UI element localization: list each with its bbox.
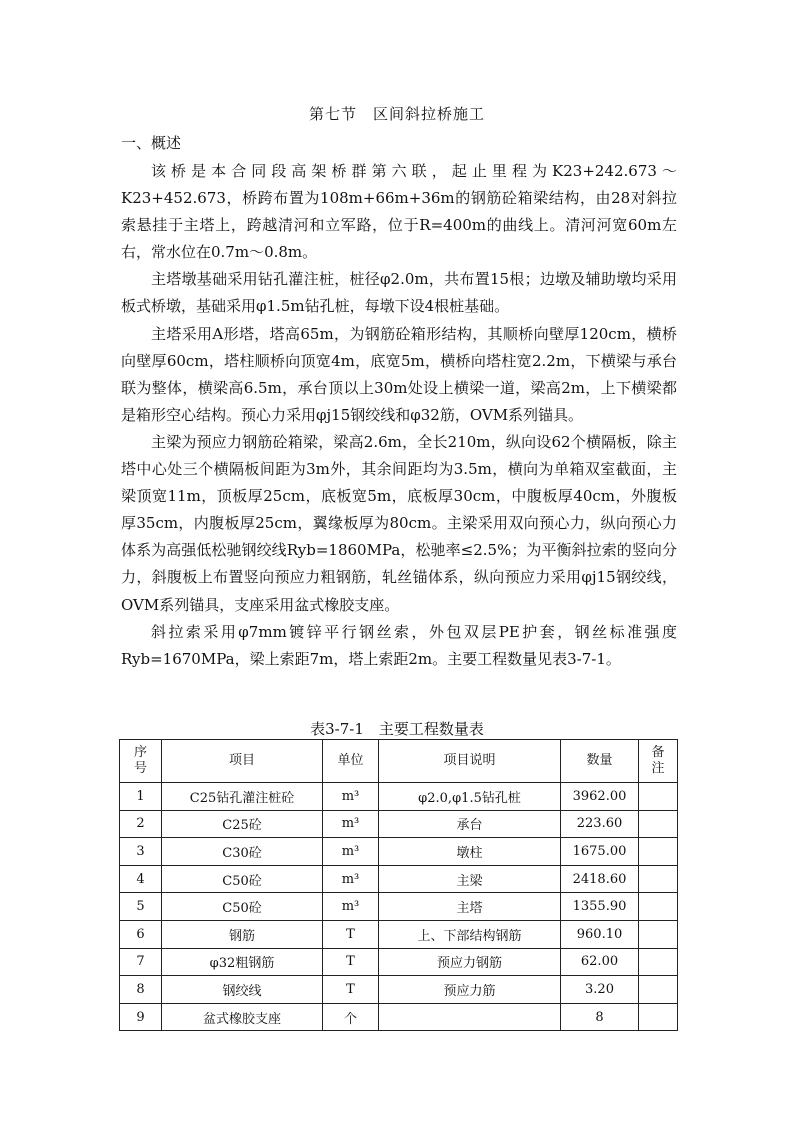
cell-seq: 3 — [120, 838, 162, 866]
header-seq: 序号 — [120, 740, 162, 783]
cell-seq: 1 — [120, 783, 162, 811]
cell-note — [639, 810, 678, 838]
paragraph-stay-cables: 斜拉索采用φ7mm镀锌平行钢丝索，外包双层PE护套，钢丝标准强度Ryb=1670MPa，梁上索距7m，塔上索距2m。主要工程数量见表3-7-1。 — [121, 622, 677, 668]
cell-note — [639, 920, 678, 948]
cell-item: φ32粗钢筋 — [162, 948, 323, 976]
header-qty: 数量 — [561, 740, 639, 783]
cell-seq: 6 — [120, 920, 162, 948]
table-row — [120, 893, 678, 921]
cell-seq: 7 — [120, 948, 162, 976]
table-row — [120, 783, 678, 811]
cell-unit: m³ — [323, 865, 379, 893]
cell-unit: m³ — [323, 783, 379, 811]
cell-item: C50砼 — [162, 893, 323, 921]
cell-desc: 承台 — [379, 810, 561, 838]
cell-desc: 墩柱 — [379, 838, 561, 866]
header-desc: 项目说明 — [379, 740, 561, 783]
paragraph-main-girder: 主梁为预应力钢筋砼箱梁，梁高2.6m，全长210m，纵向设62个横隔板，除主塔中心处三个横隔板间距为3m外，其余间距均为3.5m，横向为单箱双室截面，主梁顶宽11m，顶板厚25cm，底板宽5m，底板厚30cm，中腹板厚40cm，外腹板厚35cm，内腹板厚25cm，翼缘板厚为80cm。主梁采用双向预心力，纵向预心力体系为高强低松驰钢绞线Ryb=1860MPa，松驰率≤2.5%；为平衡斜拉索的竖向分力，斜腹板上布置竖向预应力粗钢筋，轧丝锚体系，纵向预应力采用φj15钢绞线，OVM系列锚具，支座采用盆式橡胶支座。 — [121, 432, 677, 614]
cell-qty: 62.00 — [561, 948, 639, 976]
cell-qty: 8 — [561, 1003, 639, 1031]
paragraph-overview: 该桥是本合同段高架桥群第六联，起止里程为K23+242.673～K23+452.673，桥跨布置为108m+66m+36m的钢筋砼箱梁结构，由28对斜拉索悬挂于主塔上，跨越清河和立军路，位于R=400m的曲线上。清河河宽60m左右，常水位在0.7m～0.8m。 — [121, 162, 677, 262]
cell-seq: 9 — [120, 1003, 162, 1031]
body-text — [121, 158, 677, 673]
header-note: 备注 — [639, 740, 678, 783]
cell-qty: 3.20 — [561, 976, 639, 1004]
table-row — [120, 976, 678, 1004]
cell-seq: 8 — [120, 976, 162, 1004]
table-header-row — [120, 740, 678, 783]
cell-note — [639, 838, 678, 866]
cell-note — [639, 893, 678, 921]
cell-desc: 上、下部结构钢筋 — [379, 920, 561, 948]
table-row — [120, 920, 678, 948]
cell-note — [639, 948, 678, 976]
header-unit: 单位 — [323, 740, 379, 783]
cell-seq: 2 — [120, 810, 162, 838]
cell-note — [639, 976, 678, 1004]
table-row — [120, 948, 678, 976]
cell-item: 钢绞线 — [162, 976, 323, 1004]
cell-qty: 1355.90 — [561, 893, 639, 921]
cell-item: C25砼 — [162, 810, 323, 838]
cell-item: 钢筋 — [162, 920, 323, 948]
table-row — [120, 810, 678, 838]
cell-qty: 1675.00 — [561, 838, 639, 866]
cell-seq: 5 — [120, 893, 162, 921]
cell-desc — [379, 1003, 561, 1031]
table-caption: 表3-7-1 主要工程数量表 — [310, 720, 484, 738]
cell-unit: m³ — [323, 810, 379, 838]
header-item: 项目 — [162, 740, 323, 783]
table-row — [120, 838, 678, 866]
cell-seq: 4 — [120, 865, 162, 893]
cell-unit: T — [323, 948, 379, 976]
cell-desc: 主梁 — [379, 865, 561, 893]
cell-item: 盆式橡胶支座 — [162, 1003, 323, 1031]
cell-note — [639, 1003, 678, 1031]
cell-desc: 主塔 — [379, 893, 561, 921]
cell-note — [639, 783, 678, 811]
cell-item: C30砼 — [162, 838, 323, 866]
subsection-heading: 一、概述 — [121, 134, 182, 152]
cell-unit: 个 — [323, 1003, 379, 1031]
table-row — [120, 1003, 678, 1031]
cell-item: C50砼 — [162, 865, 323, 893]
cell-note — [639, 865, 678, 893]
cell-qty: 2418.60 — [561, 865, 639, 893]
cell-qty: 3962.00 — [561, 783, 639, 811]
cell-item: C25钻孔灌注桩砼 — [162, 783, 323, 811]
paragraph-tower: 主塔采用A形塔，塔高65m，为钢筋砼箱形结构，其顺桥向壁厚120cm，横桥向壁厚60cm，塔柱顺桥向顶宽4m，底宽5m，横桥向塔柱宽2.2m，下横梁与承台联为整体，横梁高6.5m，承台顶以上30m处设上横梁一道，梁高2m，上下横梁都是箱形空心结构。预心力采用φj15钢绞线和φ32筋，OVM系列锚具。 — [121, 324, 677, 424]
cell-unit: m³ — [323, 893, 379, 921]
cell-unit: m³ — [323, 838, 379, 866]
paragraph-foundation: 主塔墩基础采用钻孔灌注桩，桩径φ2.0m，共布置15根；边墩及辅助墩均采用板式桥墩，基础采用φ1.5m钻孔桩，每墩下设4根桩基础。 — [121, 270, 677, 316]
section-title: 第七节 区间斜拉桥施工 — [308, 105, 485, 123]
cell-unit: T — [323, 920, 379, 948]
cell-unit: T — [323, 976, 379, 1004]
quantity-table — [119, 739, 678, 1031]
cell-desc: 预应力筋 — [379, 976, 561, 1004]
cell-desc: φ2.0,φ1.5钻孔桩 — [379, 783, 561, 811]
cell-qty: 960.10 — [561, 920, 639, 948]
cell-desc: 预应力钢筋 — [379, 948, 561, 976]
table-row — [120, 865, 678, 893]
cell-qty: 223.60 — [561, 810, 639, 838]
